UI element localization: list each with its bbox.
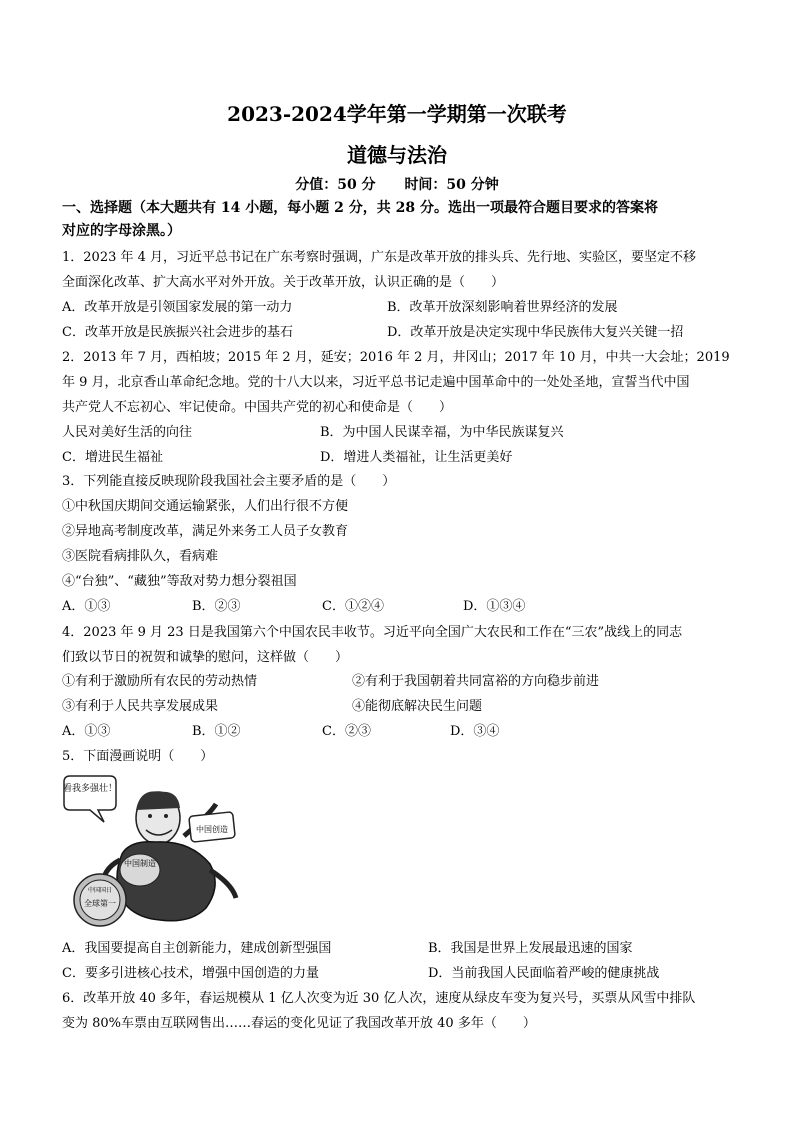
cartoon-bubble-text: 看我多强壮！ xyxy=(62,784,118,794)
cartoon-body-text: 中国制造 xyxy=(124,859,156,868)
q2-option-c: C．增进民生福祉 xyxy=(62,450,163,465)
q5-cartoon-image xyxy=(60,774,250,930)
q2-stem-line3: 共产党人不忘初心、牢记使命。中国共产党的初心和使命是（ ） xyxy=(62,400,453,415)
q4-option-c: C．②③ xyxy=(322,724,371,739)
q1-stem-line1: 1．2023 年 4 月，习近平总书记在广东考察时强调，广东是改革开放的排头兵、先行地、实验区，要坚定不移 xyxy=(62,250,697,265)
q2-stem-line2: 年 9 月，北京香山革命纪念地。党的十八大以来，习近平总书记走遍中国革命中的一处处圣地，宣誓当代中国 xyxy=(62,375,690,390)
q4-stem-line2: 们致以节日的祝贺和诚挚的慰问，这样做（ ） xyxy=(62,650,349,665)
q6-stem-line2: 变为 80%车票由互联网售出……春运的变化见证了我国改革开放 40 多年（ ） xyxy=(62,1016,536,1031)
q3-option-a: A．①③ xyxy=(62,599,111,614)
q3-item-3: ③医院看病排队久，看病难 xyxy=(62,549,219,564)
q3-option-d: D．①③④ xyxy=(463,599,526,614)
q2-option-b: B．为中国人民谋幸福，为中华民族谋复兴 xyxy=(320,425,564,440)
q1-option-b: B．改革开放深刻影响着世界经济的发展 xyxy=(387,300,618,315)
q4-option-a: A．①③ xyxy=(62,724,111,739)
score-label: 分值：50 分 xyxy=(295,177,376,193)
q1-option-d: D．改革开放是决定实现中华民族伟大复兴关键一招 xyxy=(387,325,684,340)
q1-option-c: C．改革开放是民族振兴社会进步的基石 xyxy=(62,325,293,340)
section-heading-cont: 对应的字母涂黑。） xyxy=(62,223,181,239)
cartoon-sign-text: 中国创造 xyxy=(196,825,228,834)
q4-option-d: D．③④ xyxy=(450,724,500,739)
q3-stem: 3．下列能直接反映现阶段我国社会主要矛盾的是（ ） xyxy=(62,474,396,489)
q5-option-d: D．当前我国人民面临着严峻的健康挑战 xyxy=(428,966,660,981)
q2-stem-line1: 2．2013 年 7 月，西柏坡；2015 年 2 月，延安；2016 年 2 月，井冈山；2017 年 10 月，中共一大会址；2019 xyxy=(62,350,730,365)
q4-stem-line1: 4．2023 年 9 月 23 日是我国第六个中国农民丰收节。习近平向全国广大农民和工作在“三农”战线上的同志 xyxy=(62,625,683,640)
q6-stem-line1: 6．改革开放 40 多年，春运规模从 1 亿人次变为近 30 亿人次，速度从绿皮车变为复兴号，买票从风雪中排队 xyxy=(62,991,696,1006)
q2-option-d: D．增进人类福祉，让生活更美好 xyxy=(320,450,513,465)
q4-item-3: ③有利于人民共享发展成果 xyxy=(62,699,219,714)
subject-title: 道德与法治 xyxy=(347,143,447,167)
q5-option-a: A．我国要提高自主创新能力，建成创新型强国 xyxy=(62,941,332,956)
exam-title: 2023-2024学年第一学期第一次联考 xyxy=(227,102,567,126)
q5-stem: 5．下面漫画说明（ ） xyxy=(62,749,214,764)
exam-meta xyxy=(0,174,794,194)
q4-option-b: B．①② xyxy=(192,724,241,739)
q3-item-4: ④“台独”、“藏独”等敌对势力想分裂祖国 xyxy=(62,574,297,589)
q3-item-1: ①中秋国庆期间交通运输紧张，人们出行很不方便 xyxy=(62,499,349,514)
q4-item-4: ④能彻底解决民生问题 xyxy=(352,699,483,714)
q3-item-2: ②异地高考制度改革，满足外来务工人员子女教育 xyxy=(62,524,349,539)
q3-option-c: C．①②④ xyxy=(322,599,384,614)
q2-option-a: 人民对美好生活的向往 xyxy=(62,425,193,440)
time-label: 时间：50 分钟 xyxy=(404,177,499,193)
q3-option-b: B．②③ xyxy=(192,599,241,614)
q4-item-2: ②有利于我国朝着共同富裕的方向稳步前进 xyxy=(352,674,600,689)
cartoon-medal-text: 全球第一 xyxy=(84,899,116,908)
cartoon-medal-top-text: 中国国日 xyxy=(87,887,113,894)
q4-item-1: ①有利于激励所有农民的劳动热情 xyxy=(62,674,258,689)
q1-stem-line2: 全面深化改革、扩大高水平对外开放。关于改革开放，认识正确的是（ ） xyxy=(62,275,505,290)
q5-option-c: C．要多引进核心技术，增强中国创造的力量 xyxy=(62,966,319,981)
q1-option-a: A．改革开放是引领国家发展的第一动力 xyxy=(62,300,293,315)
q5-option-b: B．我国是世界上发展最迅速的国家 xyxy=(428,941,633,956)
section-heading: 一、选择题（本大题共有 14 小题，每小题 2 分，共 28 分。选出一项最符合题目要求的答案将 xyxy=(62,200,658,216)
